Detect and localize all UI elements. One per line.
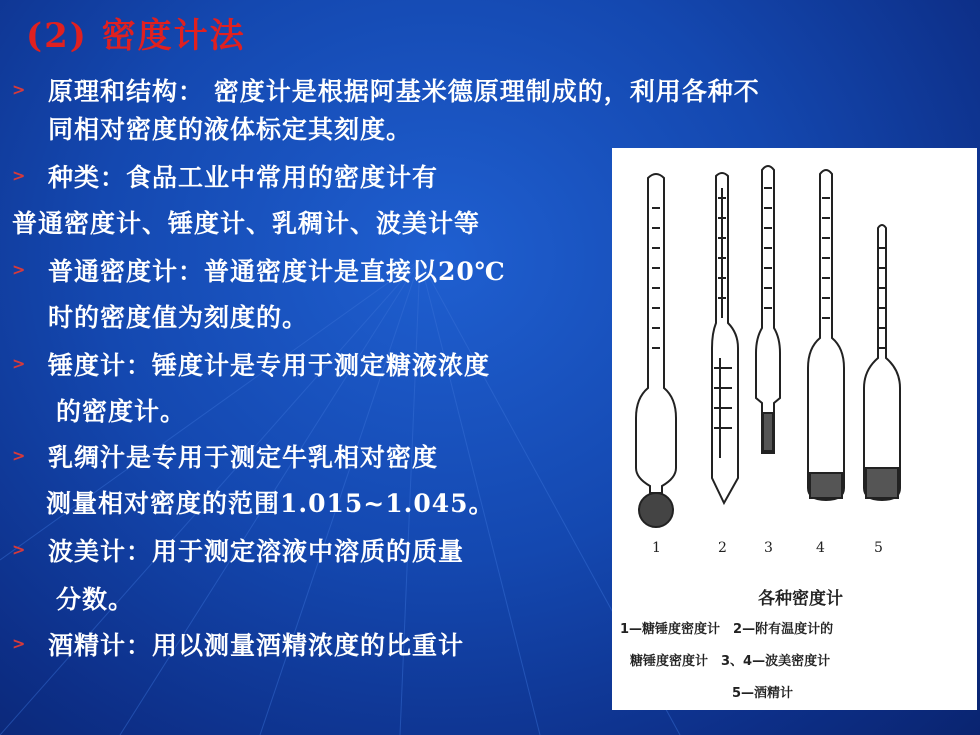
bullet-marker: >: [12, 80, 26, 99]
alcohol-line-1: 酒精计：用以测量酒精浓度的比重计: [48, 631, 465, 660]
bullet-marker: >: [12, 260, 26, 279]
hydrometer-5: [864, 225, 900, 500]
baume-line-2: 分数。: [56, 585, 135, 614]
hydrometer-2: [712, 173, 738, 503]
lacto-line-2: 测量相对密度的范围1.015~1.045。: [46, 489, 495, 518]
principle-line-2: 同相对密度的液体标定其刻度。: [48, 115, 413, 144]
bullet-marker: >: [12, 354, 26, 373]
hydrometer-3: [756, 166, 780, 453]
bullet-marker: >: [12, 540, 26, 559]
figure-caption-line-3: 5—酒精计: [732, 686, 794, 701]
bullet-marker: >: [12, 446, 26, 465]
types-line-2: 普通密度计、锤度计、乳稠计、波美计等: [12, 209, 481, 238]
lacto-line-1: 乳绸汁是专用于测定牛乳相对密度: [48, 443, 439, 472]
figure-number-3: 3: [764, 540, 773, 556]
bullet-marker: >: [12, 634, 26, 653]
ordinary-line-2: 时的密度值为刻度的。: [48, 303, 309, 332]
types-line-1: 种类：食品工业中常用的密度计有: [48, 163, 439, 192]
figure-caption-line-1: 1—糖锤度密度计 2—附有温度计的: [620, 622, 834, 637]
figure-number-1: 1: [652, 540, 661, 556]
hydrometer-4: [808, 170, 844, 500]
brix-line-1: 锤度计：锤度计是专用于测定糖液浓度: [48, 351, 491, 380]
figure-caption-title: 各种密度计: [758, 589, 843, 609]
slide-title: (2) 密度计法: [26, 16, 246, 56]
figure-number-4: 4: [816, 540, 825, 556]
principle-line-1: 原理和结构： 密度计是根据阿基米德原理制成的，利用各种不: [48, 77, 760, 106]
figure-number-5: 5: [874, 540, 883, 556]
figure-caption-line-2: 糖锤度密度计 3、4—波美密度计: [630, 654, 831, 669]
bullet-marker: >: [12, 166, 26, 185]
ordinary-line-1: 普通密度计：普通密度计是直接以20℃: [48, 257, 506, 286]
figure-number-2: 2: [718, 540, 727, 556]
hydrometer-1: [636, 174, 676, 527]
hydrometer-figure: [612, 148, 977, 710]
baume-line-1: 波美计：用于测定溶液中溶质的质量: [48, 537, 465, 566]
brix-line-2: 的密度计。: [56, 397, 187, 426]
